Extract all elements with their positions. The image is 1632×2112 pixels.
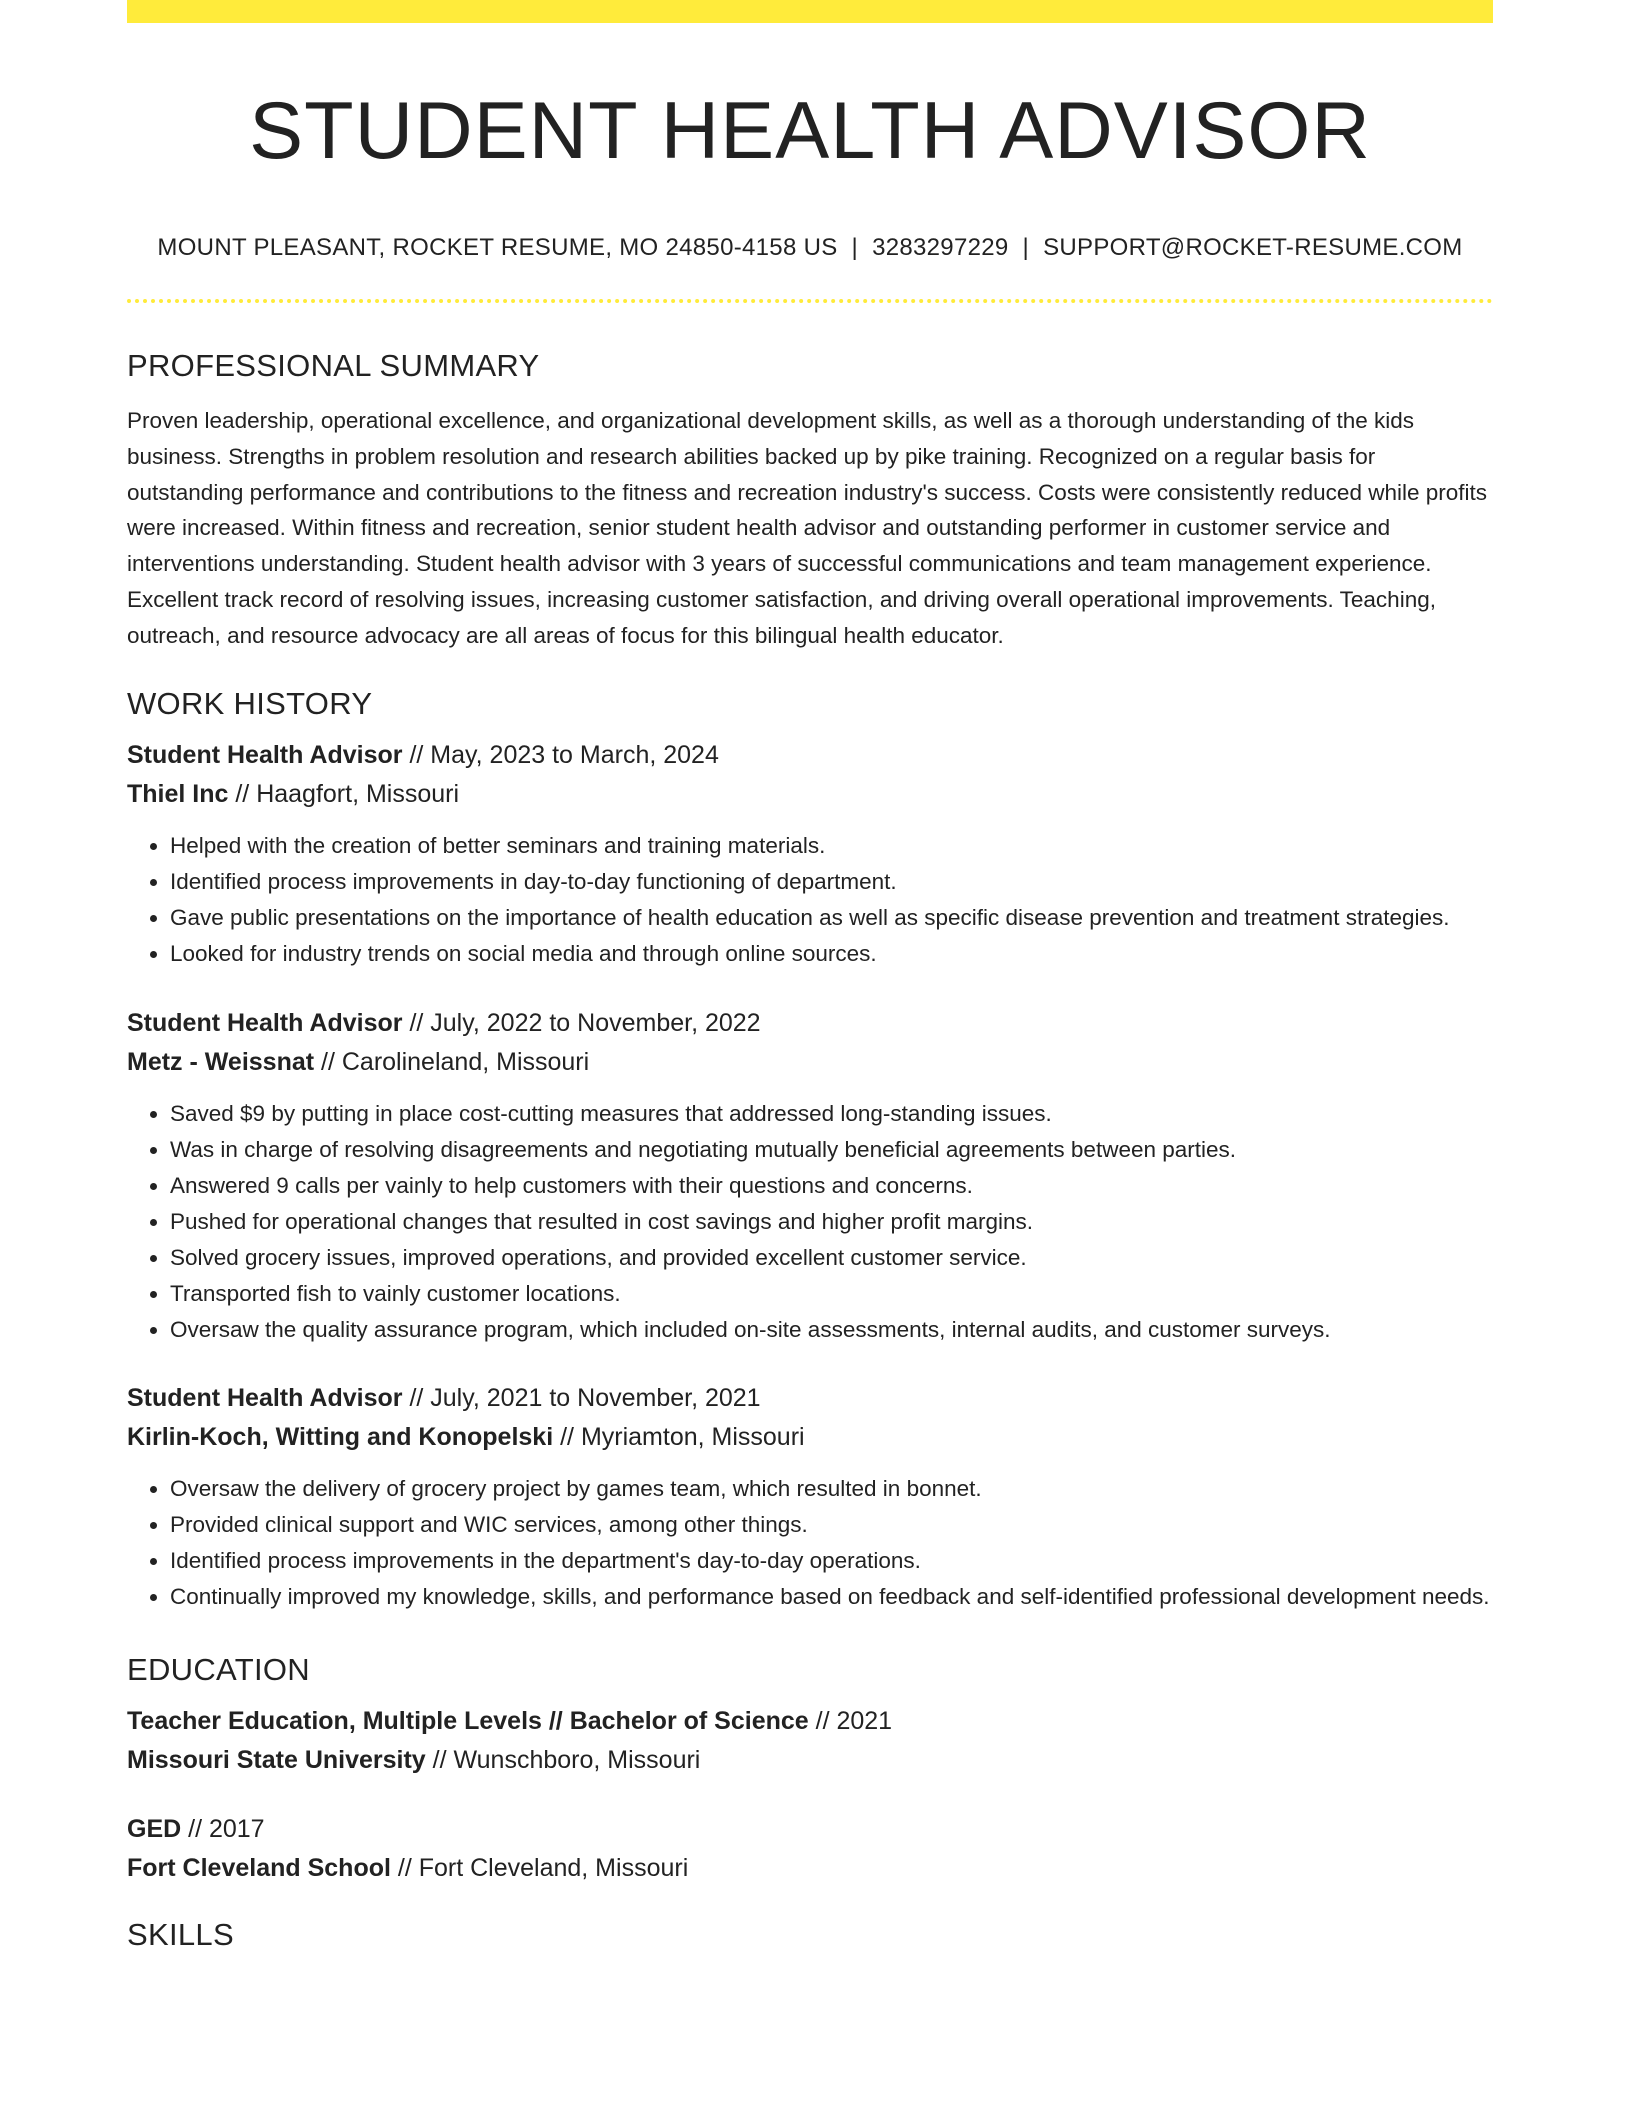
job-role: Student Health Advisor (127, 1384, 403, 1413)
education-year: // 2017 (181, 1815, 265, 1844)
education-degree: Teacher Education, Multiple Levels // Bachelor of Science (127, 1707, 809, 1736)
job-role-line (127, 1004, 1493, 1043)
contact-separator: | (1022, 234, 1030, 262)
job-bullet: • Pushed for operational changes that resulted in cost savings and higher profit margins. (170, 1204, 1493, 1240)
summary-heading: PROFESSIONAL SUMMARY (127, 348, 540, 384)
job-bullet: • Looked for industry trends on social media and through online sources. (170, 936, 1493, 972)
education-school-line (127, 1849, 1493, 1888)
job-location: // Haagfort, Missouri (228, 780, 460, 809)
education-degree-line (127, 1702, 1493, 1741)
job-bullet: • Identified process improvements in day-to-day functioning of department. (170, 864, 1493, 900)
job-dates: // July, 2022 to November, 2022 (402, 1009, 761, 1038)
job-bullet: • Saved $9 by putting in place cost-cutting measures that addressed long-standing issues. (170, 1096, 1493, 1132)
education-school-line (127, 1741, 1493, 1780)
job-dates: // May, 2023 to March, 2024 (402, 741, 719, 770)
contact-line (127, 234, 1493, 262)
job-bullet: • Provided clinical support and WIC services, among other things. (170, 1507, 1493, 1543)
job-company: Kirlin-Koch, Witting and Konopelski (127, 1423, 554, 1452)
education-school: Missouri State University (127, 1746, 426, 1775)
job-company-line (127, 775, 1493, 814)
job-bullet: • Answered 9 calls per vainly to help customers with their questions and concerns. (170, 1168, 1493, 1204)
job-company-line (127, 1043, 1493, 1082)
job-location: // Myriamton, Missouri (553, 1423, 805, 1452)
job-company: Metz - Weissnat (127, 1048, 315, 1077)
job-bullet: • Oversaw the delivery of grocery project by games team, which resulted in bonnet. (170, 1471, 1493, 1507)
job-bullet: • Continually improved my knowledge, skills, and performance based on feedback and self-identified professional development needs. (170, 1579, 1493, 1615)
education-degree: GED (127, 1815, 182, 1844)
skills-heading: SKILLS (127, 1917, 234, 1953)
candidate-title: STUDENT HEALTH ADVISOR (249, 86, 1371, 176)
education-location: // Fort Cleveland, Missouri (390, 1854, 689, 1883)
education-heading: EDUCATION (127, 1652, 310, 1688)
email-address: SUPPORT@ROCKET-RESUME.COM (1043, 234, 1463, 262)
job-entry (127, 1004, 1493, 1347)
work-history-heading: WORK HISTORY (127, 686, 373, 722)
job-location: // Carolineland, Missouri (314, 1048, 590, 1077)
job-bullet: • Was in charge of resolving disagreements and negotiating mutually beneficial agreements between parties. (170, 1132, 1493, 1168)
job-bullet: • Solved grocery issues, improved operations, and provided excellent customer service. (170, 1240, 1493, 1276)
education-location: // Wunschboro, Missouri (425, 1746, 701, 1775)
education-entry (127, 1810, 1493, 1888)
summary-text: Proven leadership, operational excellence, and organizational development skills, as well as a thorough understanding of the kids business. Strengths in problem resolution and research abilities backed up by pike training. Recognized on a regular basis for outstanding performance and contributions to the fitness and recreation industry's success. Costs were consistently reduced while profits were increased. Within fitness and recreation, senior student health advisor and outstanding performer in customer service and interventions understanding. Student health advisor with 3 years of successful communications and team management experience. Excellent track record of resolving issues, increasing customer satisfaction, and driving overall operational improvements. Teaching, outreach, and resource advocacy are all areas of focus for this bilingual health educator. (127, 408, 1487, 648)
job-role: Student Health Advisor (127, 741, 403, 770)
dotted-divider (127, 299, 1493, 303)
job-bullets (127, 1096, 1493, 1347)
job-role: Student Health Advisor (127, 1009, 403, 1038)
job-bullet: • Gave public presentations on the importance of health education as well as specific disease prevention and treatment strategies. (170, 900, 1493, 936)
job-entry (127, 1379, 1493, 1615)
accent-top-bar (127, 0, 1493, 23)
job-role-line (127, 736, 1493, 775)
job-company-line (127, 1418, 1493, 1457)
job-company: Thiel Inc (127, 780, 229, 809)
job-dates: // July, 2021 to November, 2021 (402, 1384, 761, 1413)
phone-number: 3283297229 (872, 234, 1009, 262)
job-bullets (127, 828, 1493, 972)
address: MOUNT PLEASANT, ROCKET RESUME, MO 24850-4158 US (157, 234, 838, 262)
job-role-line (127, 1379, 1493, 1418)
job-bullet: • Oversaw the quality assurance program, which included on-site assessments, internal audits, and customer surveys. (170, 1312, 1493, 1348)
job-bullet: • Helped with the creation of better seminars and training materials. (170, 828, 1493, 864)
education-year: // 2021 (808, 1707, 893, 1736)
job-bullet: • Identified process improvements in the department's day-to-day operations. (170, 1543, 1493, 1579)
education-entry (127, 1702, 1493, 1780)
education-degree-line (127, 1810, 1493, 1849)
job-bullet: • Transported fish to vainly customer locations. (170, 1276, 1493, 1312)
education-school: Fort Cleveland School (127, 1854, 391, 1883)
job-bullets (127, 1471, 1493, 1615)
contact-separator: | (851, 234, 859, 262)
resume-page (127, 0, 1493, 1953)
job-entry (127, 736, 1493, 972)
